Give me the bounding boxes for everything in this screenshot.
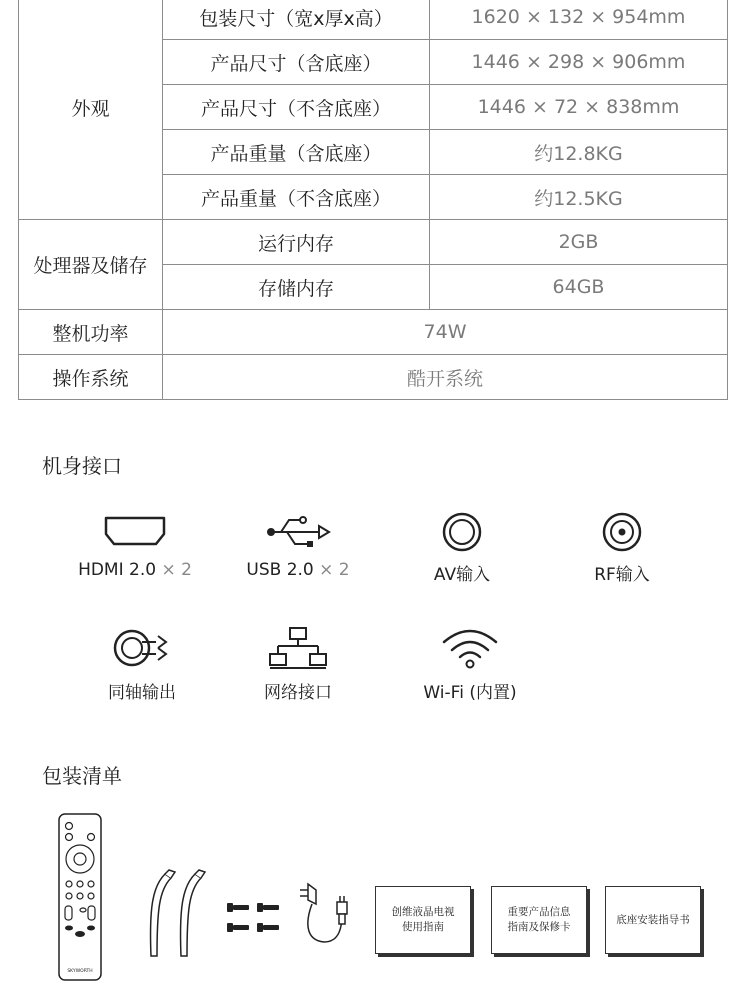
- port-label: HDMI 2.0: [78, 560, 157, 580]
- port-label: AV输入: [433, 565, 491, 585]
- av-icon: [440, 512, 484, 552]
- port-label: USB 2.0: [246, 560, 314, 580]
- port-coaxial: [62, 626, 222, 703]
- spec-label: 产品重量（含底座）: [163, 130, 430, 175]
- spec-label: 产品尺寸（不含底座）: [163, 85, 430, 130]
- spec-label: 存储内存: [163, 265, 430, 310]
- remote-brand: SKYWORTH: [67, 969, 93, 974]
- category-power: 整机功率: [19, 310, 163, 355]
- spec-table: [18, 0, 728, 400]
- table-row: [19, 0, 728, 40]
- port-av: [382, 512, 542, 585]
- port-hdmi: [55, 512, 215, 580]
- port-multiplier: × 2: [319, 560, 350, 580]
- category-processor: 处理器及储存: [19, 220, 163, 310]
- hdmi-icon: [100, 512, 170, 552]
- port-label: RF输入: [594, 565, 650, 585]
- screws-icon: [225, 898, 285, 938]
- spec-value: 1446 × 298 × 906mm: [430, 40, 728, 85]
- power-cable-icon: [296, 880, 356, 950]
- port-label: 网络接口: [264, 683, 332, 703]
- port-usb: [218, 512, 378, 580]
- spec-label: 包装尺寸（宽x厚x高）: [163, 0, 430, 40]
- spec-value: 1620 × 132 × 954mm: [430, 0, 728, 40]
- spec-value: 约12.5KG: [430, 175, 728, 220]
- usb-icon: [263, 512, 333, 552]
- spec-value: 1446 × 72 × 838mm: [430, 85, 728, 130]
- port-wifi: [390, 626, 550, 703]
- coaxial-icon: [112, 626, 172, 670]
- table-row: [19, 355, 728, 400]
- ports-title: 机身接口: [42, 454, 122, 478]
- spec-label: 产品尺寸（含底座）: [163, 40, 430, 85]
- port-network: [218, 626, 378, 703]
- port-label: 同轴输出: [108, 683, 176, 703]
- spec-value: 74W: [163, 310, 728, 355]
- port-multiplier: × 2: [161, 560, 192, 580]
- spec-value: 2GB: [430, 220, 728, 265]
- table-row: [19, 220, 728, 265]
- spec-value: 约12.8KG: [430, 130, 728, 175]
- spec-value: 酷开系统: [163, 355, 728, 400]
- wifi-icon: [440, 626, 500, 670]
- stand-install-guide: 底座安装指导书: [605, 886, 701, 954]
- remote-control-icon: [55, 812, 105, 982]
- network-icon: [268, 626, 328, 670]
- port-rf: [542, 512, 702, 585]
- package-title: 包装清单: [42, 764, 122, 788]
- spec-label: 产品重量（不含底座）: [163, 175, 430, 220]
- port-label: Wi-Fi (内置): [423, 683, 517, 703]
- user-guide-booklet: 创维液晶电视 使用指南: [375, 886, 471, 954]
- category-os: 操作系统: [19, 355, 163, 400]
- spec-value: 64GB: [430, 265, 728, 310]
- rf-icon: [600, 512, 644, 552]
- warranty-card-booklet: 重要产品信息 指南及保修卡: [491, 886, 587, 954]
- spec-label: 运行内存: [163, 220, 430, 265]
- stand-legs-icon: [145, 866, 215, 966]
- category-appearance: 外观: [19, 0, 163, 220]
- table-row: [19, 310, 728, 355]
